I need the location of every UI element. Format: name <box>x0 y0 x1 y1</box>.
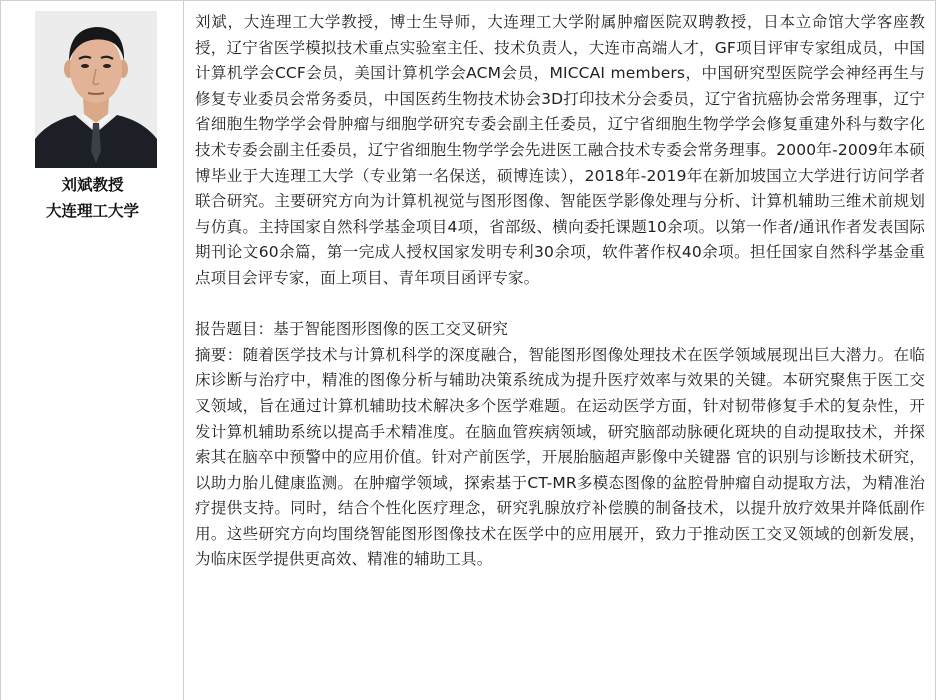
speaker-portrait-photo <box>35 11 157 168</box>
speaker-name-title: 刘斌教授 <box>61 176 124 194</box>
speaker-affiliation: 大连理工大学 <box>45 202 139 220</box>
portrait-illustration <box>35 11 157 168</box>
speaker-bio-text: 刘斌，大连理工大学教授，博士生导师，大连理工大学附属肿瘤医院双聘教授，日本立命馆大学客座教授，辽宁省医学模拟技术重点实验室主任、技术负责人，大连市高端人才，GF项目评审专家组成员，中国计算机学会CCF会员，美国计算机学会ACM会员，MICCAI members，中国研究型医院学会神经再生与修复专业委员会常务委员，中国医药生物技术协会3D打印技术分会委员，辽宁省抗癌协会常务理事，辽宁省细胞生物学学会骨肿瘤与细胞学研究专委会副主任委员，辽宁省细胞生物学学会修复重建外科与数字化技术专委会副主任委员，辽宁省细胞生物学学会先进医工融合技术专委会常务理事。2000年-2009年本硕博毕业于大连理工大学（专业第一名保送，硕博连读），2018年-2019年在新加坡国立大学进行访问学者联合研究。主要研究方向为计算机视觉与图形图像、智能医学影像处理与分析、计算机辅助三维术前规划与仿真。主持国家自然科学基金项目4项，省部级、横向委托课题10余项。以第一作者/通讯作者发表国际期刊论文60余篇，第一完成人授权国家发明专利30余项，软件著作权40余项。担任国家自然科学基金重点项目会评专家，面上项目、青年项目函评专家。 <box>195 13 925 287</box>
speaker-details-cell <box>195 10 925 573</box>
report-abstract: 摘要：随着医学技术与计算机科学的深度融合，智能图形图像处理技术在医学领域展现出巨大潜力。在临床诊断与治疗中，精准的图像分析与辅助决策系统成为提升医疗效率与效果的关键。本研究聚焦于医工交叉领域，旨在通过计算机辅助技术解决多个医学难题。在运动医学方面，针对韧带修复手术的复杂性，开发计算机辅助系统以提高手术精准度。在脑血管疾病领域，研究脑部动脉硬化斑块的自动提取技术，并探索其在脑卒中预警中的应用价值。针对产前医学，开展胎脑超声影像中关键器 官的识别与诊断技术研究，以助力胎儿健康监测。在肿瘤学领域，探索基于CT-MR多模态图像的盆腔骨肿瘤自动提取方法，为精准治疗提供支持。同时，结合个性化医疗理念，研究乳腺放疗补偿膜的制备技术，以提升放疗效果并降低副作用。这些研究方向均围绕智能图形图像技术在医学中的应用展开，致力于推动医工交叉领域的创新发展，为临床医学提供更高效、精准的辅助工具。 <box>195 345 925 569</box>
report-title: 报告题目：基于智能图形图像的医工交叉研究 <box>195 320 509 339</box>
speaker-profile-cell <box>1 1 184 700</box>
